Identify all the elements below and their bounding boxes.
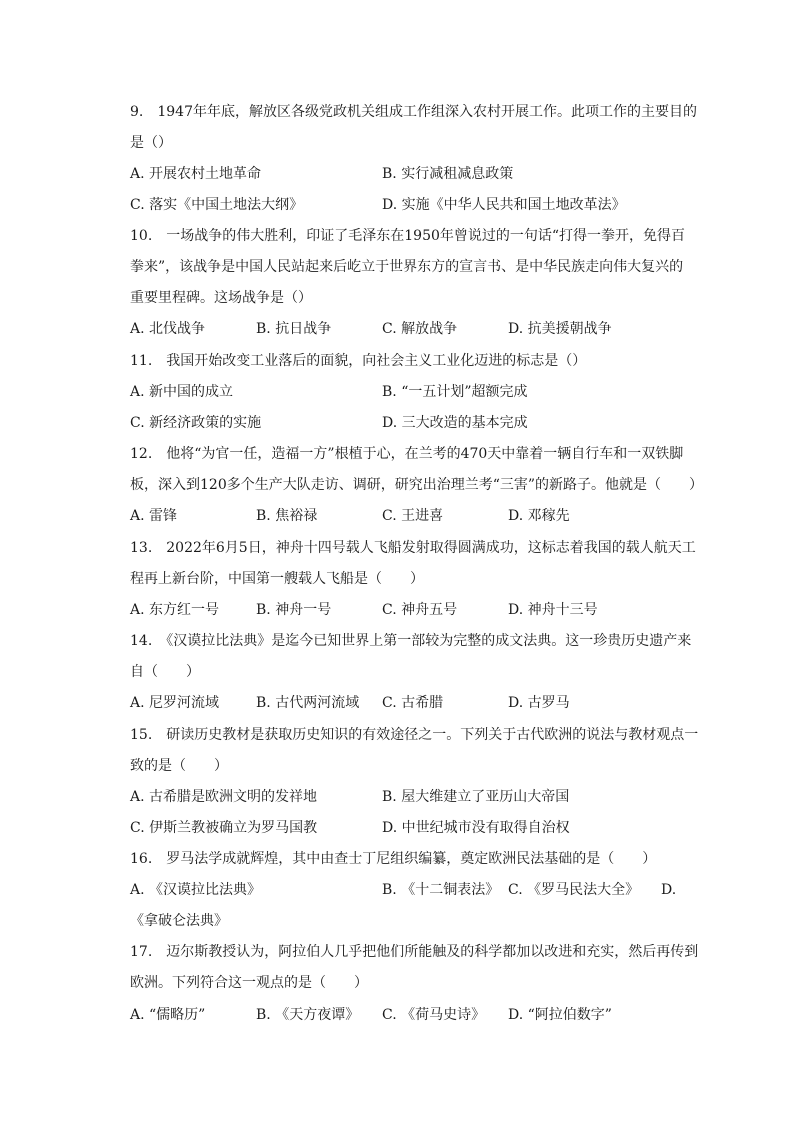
question-17-option-c: C. 《荷马史诗》 — [382, 1007, 486, 1023]
question-15-option-b: B. 屋大维建立了亚历山大帝国 — [382, 789, 570, 805]
question-15-stem-line-2: 致的是（ ） — [130, 758, 228, 774]
question-16-stem-line-1: 16. 罗马法学成就辉煌，其中由查士丁尼组织编纂，奠定欧洲民法基础的是（ ） — [130, 851, 657, 867]
question-14-stem-line-1: 14. 《汉谟拉比法典》是迄今已知世界上第一部较为完整的成文法典。这一珍贵历史遗产来 — [130, 633, 692, 649]
question-12-option-a: A. 雷锋 — [130, 508, 178, 524]
question-9-stem-line-2: 是（） — [130, 135, 172, 151]
question-15-option-d: D. 中世纪城市没有取得自治权 — [382, 820, 570, 836]
question-16-option-d-text: 《拿破仑法典》 — [130, 913, 228, 929]
question-11-option-a: A. 新中国的成立 — [130, 384, 234, 400]
question-14-stem-line-2: 自（ ） — [130, 664, 200, 680]
question-10-stem-line-3: 重要里程碑。这场战争是（） — [130, 290, 312, 306]
question-16-option-d-label: D. — [661, 882, 677, 898]
question-12-option-d: D. 邓稼先 — [508, 508, 570, 524]
question-16-option-b: B. 《十二铜表法》 — [382, 882, 500, 898]
question-15-stem-line-1: 15. 研读历史教材是获取历史知识的有效途径之一。下列关于古代欧洲的说法与教材观点一 — [130, 727, 699, 743]
question-14-option-b: B. 古代两河流域 — [256, 695, 360, 711]
question-13-stem-line-1: 13. 2022年6月5日，神舟十四号载人飞船发射取得圆满成功，这标志着我国的载人航天工 — [130, 540, 696, 556]
question-13-option-c: C. 神舟五号 — [382, 602, 458, 618]
question-9-option-a: A. 开展农村土地革命 — [130, 166, 262, 182]
question-12-stem-line-2: 板，深入到120多个生产大队走访、调研，研究出治理兰考“三害”的新路子。他就是（ ） — [130, 477, 704, 493]
question-10-option-b: B. 抗日战争 — [256, 321, 332, 337]
question-11-option-b: B. “一五计划”超额完成 — [382, 384, 528, 400]
question-17-option-a: A. “儒略历” — [130, 1007, 206, 1023]
question-16-option-c: C. 《罗马民法大全》 — [508, 882, 640, 898]
question-14-option-a: A. 尼罗河流域 — [130, 695, 220, 711]
question-13-option-a: A. 东方红一号 — [130, 602, 220, 618]
question-13-option-d: D. 神舟十三号 — [508, 602, 598, 618]
question-10-stem-line-2: 拳来”，该战争是中国人民站起来后屹立于世界东方的宣言书、是中华民族走向伟大复兴的 — [130, 259, 684, 275]
question-13-option-b: B. 神舟一号 — [256, 602, 332, 618]
question-10-option-a: A. 北伐战争 — [130, 321, 206, 337]
question-16-option-a: A. 《汉谟拉比法典》 — [130, 882, 262, 898]
question-12-stem-line-1: 12. 他将“为官一任，造福一方”根植于心，在兰考的470天中靠着一辆自行车和一双铁脚 — [130, 446, 684, 462]
question-17-stem-line-1: 17. 迈尔斯教授认为，阿拉伯人几乎把他们所能触及的科学都加以改进和充实，然后再传到 — [130, 944, 699, 960]
question-17-stem-line-2: 欧洲。下列符合这一观点的是（ ） — [130, 975, 368, 991]
question-9-option-b: B. 实行减租减息政策 — [382, 166, 514, 182]
question-12-option-c: C. 王进喜 — [382, 508, 444, 524]
question-12-option-b: B. 焦裕禄 — [256, 508, 318, 524]
question-11-option-d: D. 三大改造的基本完成 — [382, 415, 528, 431]
question-11-stem-line-1: 11. 我国开始改变工业落后的面貌，向社会主义工业化迈进的标志是（） — [130, 353, 587, 369]
question-15-option-a: A. 古希腊是欧洲文明的发祥地 — [130, 789, 318, 805]
question-13-stem-line-2: 程再上新台阶，中国第一艘载人飞船是（ ） — [130, 571, 424, 587]
question-10-stem-line-1: 10. 一场战争的伟大胜利，印证了毛泽东在1950年曾说过的一句话“打得一拳开，免得百 — [130, 228, 686, 244]
question-17-option-d: D. “阿拉伯数字” — [508, 1007, 612, 1023]
question-11-option-c: C. 新经济政策的实施 — [130, 415, 262, 431]
question-9-stem-line-1: 9. 1947年年底，解放区各级党政机关组成工作组深入农村开展工作。此项工作的主要目的 — [130, 104, 697, 120]
question-10-option-d: D. 抗美援朝战争 — [508, 321, 612, 337]
question-15-option-c: C. 伊斯兰教被确立为罗马国教 — [130, 820, 318, 836]
question-10-option-c: C. 解放战争 — [382, 321, 458, 337]
question-14-option-d: D. 古罗马 — [508, 695, 570, 711]
question-9-option-c: C. 落实《中国土地法大纲》 — [130, 197, 304, 213]
question-9-option-d: D. 实施《中华人民共和国土地改革法》 — [382, 197, 626, 213]
question-14-option-c: C. 古希腊 — [382, 695, 444, 711]
question-17-option-b: B. 《天方夜谭》 — [256, 1007, 360, 1023]
